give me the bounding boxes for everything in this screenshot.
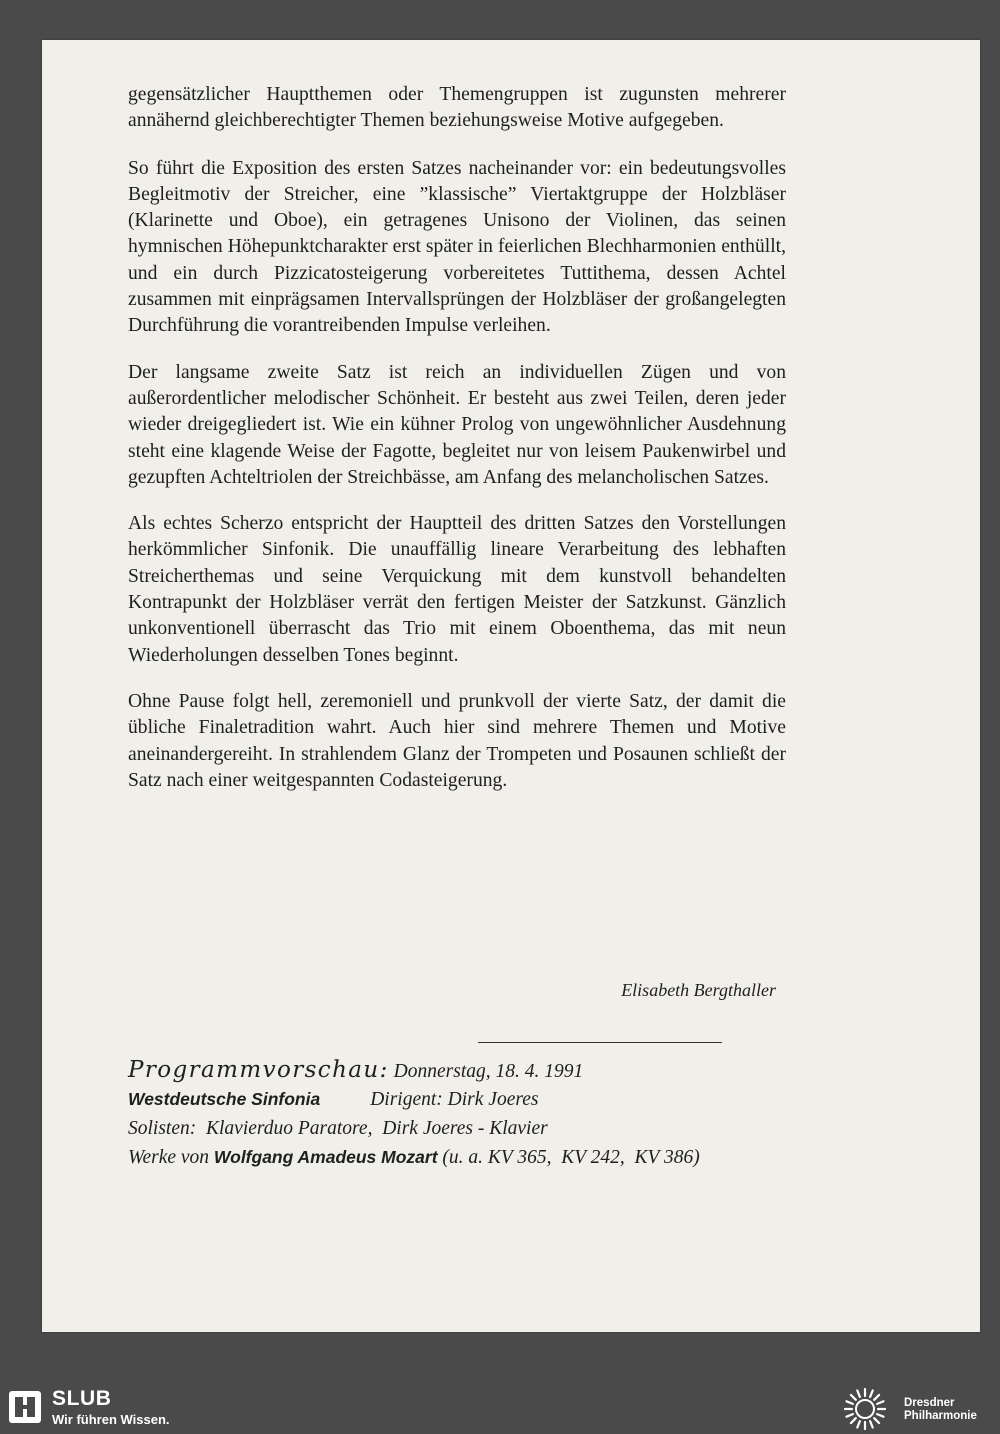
preview-works-prefix: Werke von [128,1147,210,1168]
divider-line [478,1042,722,1043]
preview-orchestra: Westdeutsche Sinfonia [128,1089,321,1109]
preview-works-line [128,1143,808,1172]
body-text [128,82,786,814]
preview-heading: Programmvorschau: [128,1057,389,1083]
preview-heading-line [128,1056,808,1085]
paragraph-2: So führt die Exposition des ersten Satzes nacheinander vor: ein bedeutungsvolles Begleitmotiv der Streicher, eine ”klassische” Viertaktgruppe der Holzbläser (Klarinette und Oboe), ein getragenes Unisono der Violinen, das seinen hymnischen Höhepunktcharakter erst später in feierlichen Blechharmonien enthüllt, und ein durch Pizzicatosteigerung vorbereitetes Tuttithema, dessen Achtel zusammen mit einprägsamen Intervallsprüngen der Holzbläser der großangelegten Durchführung die vorantreibenden Impulse verleihen. [128,157,786,337]
slub-tagline: Wir führen Wissen. [52,1412,170,1427]
slub-logo-icon[interactable] [8,1390,42,1424]
preview-date: Donnerstag, 18. 4. 1991 [393,1061,584,1082]
paragraph-5: Ohne Pause folgt hell, zeremoniell und prunkvoll der vierte Satz, der damit die übliche Finaletradition wahrt. Auch hier sind mehrere Themen und Motive aneinandergereiht. In strahlendem Glanz der Trompeten und Posaunen schließt der Satz nach einer weitgespannten Codasteigerung. [128,690,786,791]
author-signature: Elisabeth Bergthaller [621,980,776,1000]
philharmonie-sun-icon[interactable] [842,1386,888,1432]
paragraph-3: Der langsame zweite Satz ist reich an individuellen Zügen und von außerordentlicher melodischer Schönheit. Er besteht aus zwei Teilen, deren jeder wieder dreigegliedert ist. Wie ein kühner Prolog von ungewöhnlicher Ausdehnung steht eine klagende Weise der Fagotte, begleitet nur von leisem Paukenwirbel und gezupften Achteltriolen der Streichbässe, am Anfang des melancholischen Satzes. [128,361,786,488]
footer-bar [0,1384,1000,1434]
preview-soloists: Solisten: Klavierduo Paratore, Dirk Joeres - Klavier [128,1118,548,1139]
preview-composer: Wolfgang Amadeus Mozart [213,1147,438,1167]
preview-orchestra-line [128,1085,808,1114]
program-preview [128,1056,808,1172]
preview-conductor: Dirigent: Dirk Joeres [370,1089,539,1110]
philharmonie-line-1: Dresdner [904,1397,955,1409]
paragraph-4: Als echtes Scherzo entspricht der Hauptteil des dritten Satzes den Vorstellungen herkömmlicher Sinfonik. Die unauffällig lineare Verarbeitung des lebhaften Streicherthemas und seine Verquickung mit dem kunstvoll behandelten Kontrapunkt der Holzbläser verrät den fertigen Meister der Satzkunst. Gänzlich unkonventionell überrascht das Trio mit einem Oboenthema, das mit neun Wiederholungen desselben Tones beginnt. [128,513,786,666]
paragraph-1: gegensätzlicher Hauptthemen oder Themengruppen ist zugunsten mehrerer annähernd gleichberechtigter Themen beziehungsweise Motive aufgegeben. [128,84,786,132]
preview-soloists-line [128,1114,808,1143]
preview-works-list: (u. a. KV 365, KV 242, KV 386) [442,1147,700,1168]
philharmonie-line-2: Philharmonie [904,1410,977,1422]
slub-name[interactable]: SLUB [52,1387,112,1410]
philharmonie-name[interactable] [904,1397,977,1423]
